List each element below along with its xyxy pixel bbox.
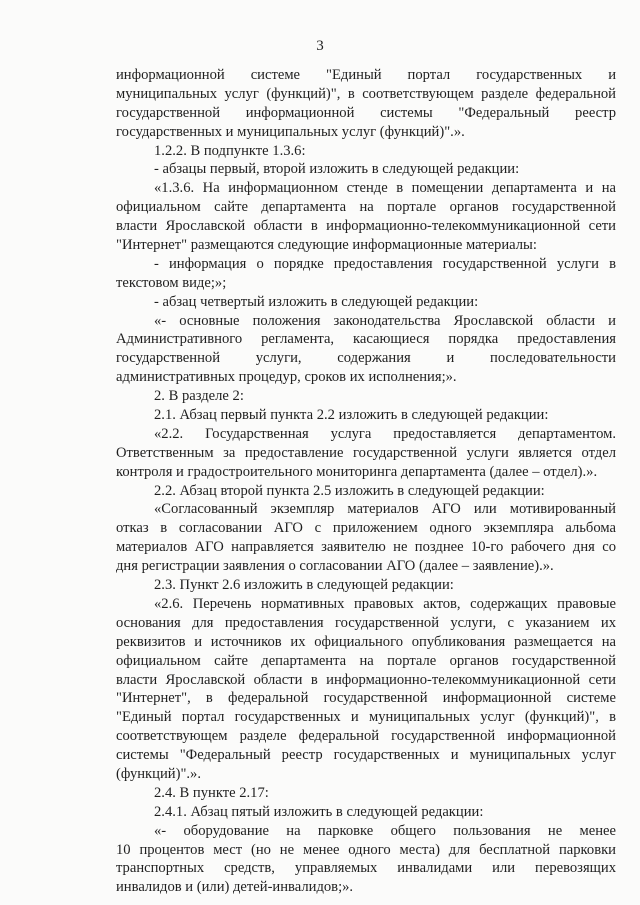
- page-number: 3: [316, 38, 324, 54]
- text-line: - абзац четвертый изложить в следующей редакции:: [154, 293, 479, 310]
- text-line: - абзацы первый, второй изложить в следующей редакции:: [154, 161, 520, 178]
- text-line: отказ в согласовании АГО с приложением одного экземпляра альбома: [116, 520, 616, 537]
- text-line: административных процедур, сроков их исполнения;».: [116, 369, 457, 386]
- text-line: «- оборудование на парковке общего пользования не менее: [154, 822, 616, 839]
- text-line: основания для предоставления государственной услуги, с указанием их: [116, 614, 616, 631]
- text-line: «2.2. Государственная услуга предоставляется департаментом.: [154, 425, 616, 442]
- text-line: власти Ярославской области в информационно-телекоммуникационной сети: [116, 671, 616, 688]
- text-line: транспортных средств, управляемых инвалидами или перевозящих: [116, 860, 616, 877]
- text-line: 1.2.2. В подпункте 1.3.6:: [154, 142, 306, 159]
- text-line: (функций)".».: [116, 765, 201, 782]
- text-line: соответствующем разделе федеральной государственной информационной: [116, 728, 616, 745]
- text-line: «1.3.6. На информационном стенде в помещении департамента и на: [154, 180, 616, 197]
- text-line: «- основные положения законодательства Ярославской области и: [154, 312, 616, 329]
- text-line: "Интернет" размещаются следующие информационные материалы:: [116, 237, 537, 254]
- text-line: «2.6. Перечень нормативных правовых актов, содержащих правовые: [154, 595, 616, 612]
- text-line: Административного регламента, касающиеся порядка предоставления: [116, 331, 616, 348]
- text-line: "Единый портал государственных и муниципальных услуг (функций)", в: [116, 709, 616, 726]
- text-line: 2.4. В пункте 2.17:: [154, 784, 269, 801]
- text-line: текстовом виде;»;: [116, 274, 227, 291]
- text-line: - информация о порядке предоставления государственной услуги в: [154, 255, 616, 272]
- text-line: контроля и градостроительного мониторинга департамента (далее – отдел).».: [116, 463, 598, 480]
- text-line: Ответственным за предоставление государственной услуги является отдел: [116, 444, 616, 461]
- text-line: системы "Федеральный реестр государственных и муниципальных услуг: [116, 747, 616, 764]
- text-line: 2.1. Абзац первый пункта 2.2 изложить в следующей редакции:: [154, 407, 549, 424]
- text-line: 10 процентов мест (но не менее одного места) для бесплатной парковки: [116, 841, 616, 858]
- text-line: 2.3. Пункт 2.6 изложить в следующей редакции:: [154, 577, 454, 594]
- text-line: 2.2. Абзац второй пункта 2.5 изложить в следующей редакции:: [154, 482, 545, 499]
- text-line: инвалидов и (или) детей-инвалидов;».: [116, 879, 354, 896]
- text-line: государственной услуги, содержания и последовательности: [116, 350, 616, 367]
- text-line: официальном сайте департамента на портале органов государственной: [116, 199, 616, 216]
- document-body: [116, 66, 616, 897]
- text-line: официальном сайте департамента на портале органов государственной: [116, 652, 616, 669]
- text-line: дня регистрации заявления о согласовании АГО (далее – заявление).».: [116, 558, 554, 575]
- text-line: реквизитов и источников их официального опубликования размещается на: [116, 633, 616, 650]
- text-line: "Интернет", в федеральной государственной информационной системе: [116, 690, 616, 707]
- text-line: информационной системе "Единый портал государственных и: [116, 67, 616, 83]
- text-line: государственных и муниципальных услуг (функций)".».: [116, 123, 465, 140]
- text-line: муниципальных услуг (функций)", в соответствующем разделе федеральной: [116, 85, 616, 102]
- text-line: государственной информационной системы "Федеральный реестр: [116, 104, 616, 121]
- text-line: материалов АГО направляется заявителю не позднее 10-го рабочего дня со: [116, 539, 616, 556]
- text-line: «Согласованный экземпляр материалов АГО или мотивированный: [154, 501, 616, 518]
- text-line: 2. В разделе 2:: [154, 388, 244, 405]
- text-line: 2.4.1. Абзац пятый изложить в следующей редакции:: [154, 803, 484, 820]
- text-line: власти Ярославской области в информационно-телекоммуникационной сети: [116, 218, 616, 235]
